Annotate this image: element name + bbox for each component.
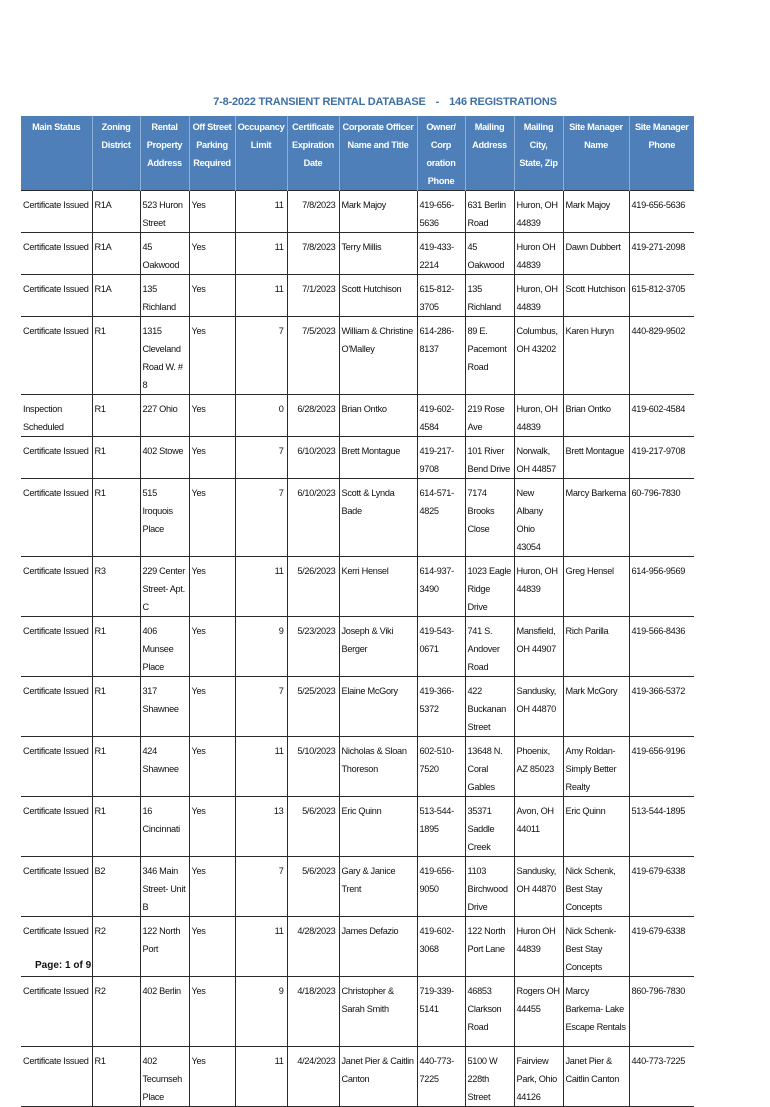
table-row [21,737,694,797]
cell-certificate-expiration-date: 5/25/2023 [287,677,339,737]
cell-occupancy-limit: 11 [235,191,287,233]
cell-off-street-parking: Yes [189,275,235,317]
cell-main-status: Certificate Issued [21,977,92,1047]
cell-site-manager-phone: 419-679-6338 [629,917,694,977]
cell-off-street-parking: Yes [189,737,235,797]
cell-main-status: Certificate Issued [21,557,92,617]
cell-zoning-district: R1 [92,737,140,797]
cell-zoning-district: R1A [92,233,140,275]
column-header-rental-property-address [140,116,189,191]
cell-mailing-address: 1023 Eagle Ridge Drive [465,557,514,617]
cell-main-status: Certificate Issued [21,857,92,917]
cell-site-manager-name: Nick Schenk, Best Stay Concepts [563,857,629,917]
cell-rental-property-address: 1315 Cleveland Road W. # 8 [140,317,189,395]
column-header-mailing-city-state-zip [514,116,563,191]
cell-main-status: Certificate Issued [21,233,92,275]
table-row [21,797,694,857]
cell-main-status: Certificate Issued [21,191,92,233]
cell-owner-phone: 513-544-1895 [417,797,465,857]
cell-off-street-parking: Yes [189,1047,235,1107]
cell-zoning-district: R1 [92,395,140,437]
cell-off-street-parking: Yes [189,977,235,1047]
page-title [0,96,770,108]
cell-owner-phone: 419-602-3068 [417,917,465,977]
column-header-off-street-parking [189,116,235,191]
cell-zoning-district: R1 [92,317,140,395]
cell-site-manager-phone: 440-829-9502 [629,317,694,395]
title-right: 146 REGISTRATIONS [449,96,557,108]
column-header-line: Mailing City, [523,122,554,150]
cell-certificate-expiration-date: 6/10/2023 [287,479,339,557]
cell-rental-property-address: 122 North Port [140,917,189,977]
column-header-line: Expiration [292,140,334,150]
cell-site-manager-name: Janet Pier & Caitlin Canton [563,1047,629,1107]
column-header-line: Parking [196,140,228,150]
cell-site-manager-name: Greg Hensel [563,557,629,617]
cell-zoning-district: R2 [92,917,140,977]
cell-main-status: Certificate Issued [21,917,92,977]
table-row [21,977,694,1047]
cell-site-manager-name: Marcy Barkema- Lake Escape Rentals [563,977,629,1047]
cell-owner-phone: 419-433-2214 [417,233,465,275]
cell-certificate-expiration-date: 5/6/2023 [287,797,339,857]
cell-occupancy-limit: 13 [235,797,287,857]
cell-corporate-officer: James Defazio [339,917,417,977]
cell-off-street-parking: Yes [189,437,235,479]
cell-site-manager-name: Scott Hutchison [563,275,629,317]
cell-occupancy-limit: 11 [235,917,287,977]
cell-site-manager-name: Mark Majoy [563,191,629,233]
cell-mailing-address: 101 River Bend Drive [465,437,514,479]
table-body [21,191,694,1107]
column-header-line: Date [303,158,323,168]
cell-owner-phone: 419-656-5636 [417,191,465,233]
table-row [21,617,694,677]
cell-owner-phone: 419-656-9050 [417,857,465,917]
cell-mailing-city-state-zip: New Albany Ohio 43054 [514,479,563,557]
column-header-line: Required [193,158,231,168]
table-header-row [21,116,694,191]
cell-main-status: Certificate Issued [21,617,92,677]
column-header-line: Site Manager [634,122,689,132]
cell-mailing-city-state-zip: Sandusky, OH 44870 [514,677,563,737]
cell-rental-property-address: 229 Center Street- Apt. C [140,557,189,617]
cell-rental-property-address: 406 Munsee Place [140,617,189,677]
column-header-line: Name [584,140,608,150]
cell-mailing-city-state-zip: Huron, OH 44839 [514,557,563,617]
page-footer: Page: 1 of 9 [35,960,92,971]
cell-occupancy-limit: 11 [235,275,287,317]
column-header-corporate-officer [339,116,417,191]
cell-certificate-expiration-date: 4/24/2023 [287,1047,339,1107]
cell-occupancy-limit: 7 [235,857,287,917]
cell-mailing-city-state-zip: Phoenix, AZ 85023 [514,737,563,797]
cell-site-manager-name: Mark McGory [563,677,629,737]
cell-off-street-parking: Yes [189,857,235,917]
column-header-line: Phone [648,140,676,150]
table-row [21,233,694,275]
cell-site-manager-phone: 419-656-9196 [629,737,694,797]
cell-corporate-officer: Brian Ontko [339,395,417,437]
column-header-zoning-district [92,116,140,191]
rental-table [21,116,694,1107]
cell-site-manager-phone: 860-796-7830 [629,977,694,1047]
cell-mailing-address: 45 Oakwood [465,233,514,275]
cell-certificate-expiration-date: 5/23/2023 [287,617,339,677]
column-header-certificate-expiration-date [287,116,339,191]
cell-rental-property-address: 317 Shawnee [140,677,189,737]
cell-off-street-parking: Yes [189,797,235,857]
cell-mailing-address: 741 S. Andover Road [465,617,514,677]
cell-rental-property-address: 402 Berlin [140,977,189,1047]
column-header-line: District [101,140,131,150]
table-row [21,275,694,317]
column-header-mailing-address [465,116,514,191]
cell-main-status: Certificate Issued [21,317,92,395]
cell-owner-phone: 419-217-9708 [417,437,465,479]
cell-corporate-officer: Kerri Hensel [339,557,417,617]
cell-zoning-district: R1 [92,479,140,557]
cell-zoning-district: R1 [92,437,140,479]
cell-zoning-district: R2 [92,977,140,1047]
cell-main-status: Inspection Scheduled [21,395,92,437]
cell-mailing-city-state-zip: Avon, OH 44011 [514,797,563,857]
cell-mailing-address: 422 Buckanan Street [465,677,514,737]
cell-occupancy-limit: 7 [235,317,287,395]
cell-occupancy-limit: 7 [235,479,287,557]
title-left: 7-8-2022 TRANSIENT RENTAL DATABASE [213,96,426,108]
column-header-line: Address [472,140,507,150]
cell-corporate-officer: Mark Majoy [339,191,417,233]
cell-certificate-expiration-date: 6/10/2023 [287,437,339,479]
cell-rental-property-address: 515 Iroquois Place [140,479,189,557]
cell-certificate-expiration-date: 5/6/2023 [287,857,339,917]
cell-corporate-officer: Scott Hutchison [339,275,417,317]
cell-main-status: Certificate Issued [21,479,92,557]
cell-site-manager-name: Dawn Dubbert [563,233,629,275]
column-header-line: Main Status [32,122,81,132]
cell-site-manager-name: Amy Roldan- Simply Better Realty [563,737,629,797]
cell-mailing-address: 5100 W 228th Street [465,1047,514,1107]
cell-certificate-expiration-date: 4/28/2023 [287,917,339,977]
column-header-line: Certificate [292,122,334,132]
cell-mailing-city-state-zip: Sandusky, OH 44870 [514,857,563,917]
cell-owner-phone: 614-571-4825 [417,479,465,557]
cell-off-street-parking: Yes [189,191,235,233]
cell-site-manager-phone: 419-271-2098 [629,233,694,275]
column-header-line: Corporate Officer [342,122,414,132]
cell-occupancy-limit: 11 [235,557,287,617]
cell-certificate-expiration-date: 4/18/2023 [287,977,339,1047]
cell-off-street-parking: Yes [189,479,235,557]
cell-site-manager-name: Karen Huryn [563,317,629,395]
cell-site-manager-phone: 419-217-9708 [629,437,694,479]
cell-rental-property-address: 45 Oakwood [140,233,189,275]
cell-off-street-parking: Yes [189,917,235,977]
cell-zoning-district: R3 [92,557,140,617]
cell-mailing-address: 89 E. Pacemont Road [465,317,514,395]
cell-mailing-address: 7174 Brooks Close [465,479,514,557]
cell-mailing-address: 1103 Birchwood Drive [465,857,514,917]
cell-occupancy-limit: 9 [235,617,287,677]
cell-corporate-officer: Christopher & Sarah Smith [339,977,417,1047]
cell-mailing-city-state-zip: Huron, OH 44839 [514,191,563,233]
cell-zoning-district: B2 [92,857,140,917]
table-row [21,1047,694,1107]
cell-occupancy-limit: 11 [235,737,287,797]
column-header-line: Property [146,140,183,150]
cell-mailing-address: 631 Berlin Road [465,191,514,233]
cell-certificate-expiration-date: 6/28/2023 [287,395,339,437]
table-row [21,479,694,557]
cell-mailing-city-state-zip: Rogers OH 44455 [514,977,563,1047]
cell-mailing-city-state-zip: Mansfield, OH 44907 [514,617,563,677]
cell-site-manager-name: Eric Quinn [563,797,629,857]
cell-occupancy-limit: 7 [235,437,287,479]
column-header-owner-phone [417,116,465,191]
column-header-line: oration [426,158,456,168]
table-row [21,677,694,737]
cell-site-manager-phone: 419-679-6338 [629,857,694,917]
cell-corporate-officer: Elaine McGory [339,677,417,737]
cell-rental-property-address: 135 Richland [140,275,189,317]
cell-mailing-address: 135 Richland [465,275,514,317]
cell-mailing-city-state-zip: Columbus, OH 43202 [514,317,563,395]
cell-rental-property-address: 523 Huron Street [140,191,189,233]
cell-main-status: Certificate Issued [21,737,92,797]
cell-mailing-address: 35371 Saddle Creek [465,797,514,857]
cell-rental-property-address: 402 Stowe [140,437,189,479]
column-header-line: Site Manager [569,122,623,132]
column-header-occupancy-limit [235,116,287,191]
cell-corporate-officer: Joseph & Viki Berger [339,617,417,677]
table-row [21,317,694,395]
cell-main-status: Certificate Issued [21,677,92,737]
column-header-line: Rental [151,122,178,132]
cell-occupancy-limit: 9 [235,977,287,1047]
cell-site-manager-name: Marcy Barkema [563,479,629,557]
cell-certificate-expiration-date: 5/10/2023 [287,737,339,797]
cell-rental-property-address: 402 Tecumseh Place [140,1047,189,1107]
cell-mailing-address: 46853 Clarkson Road [465,977,514,1047]
cell-main-status: Certificate Issued [21,275,92,317]
cell-corporate-officer: Nicholas & Sloan Thoreson [339,737,417,797]
column-header-line: Occupancy [237,122,285,132]
title-separator: - [435,96,440,108]
column-header-site-manager-name [563,116,629,191]
cell-site-manager-phone: 440-773-7225 [629,1047,694,1107]
column-header-line: Name and Title [347,140,409,150]
cell-zoning-district: R1A [92,275,140,317]
column-header-line: Mailing [474,122,505,132]
cell-zoning-district: R1A [92,191,140,233]
cell-corporate-officer: Gary & Janice Trent [339,857,417,917]
cell-site-manager-phone: 419-366-5372 [629,677,694,737]
cell-owner-phone: 419-602-4584 [417,395,465,437]
column-header-line: Owner/ Corp [426,122,456,150]
cell-main-status: Certificate Issued [21,437,92,479]
cell-off-street-parking: Yes [189,233,235,275]
cell-certificate-expiration-date: 7/8/2023 [287,233,339,275]
cell-site-manager-phone: 419-656-5636 [629,191,694,233]
column-header-line: Address [147,158,182,168]
cell-owner-phone: 419-366-5372 [417,677,465,737]
cell-corporate-officer: Scott & Lynda Bade [339,479,417,557]
cell-occupancy-limit: 11 [235,233,287,275]
cell-site-manager-name: Rich Parilla [563,617,629,677]
cell-owner-phone: 602-510-7520 [417,737,465,797]
cell-site-manager-name: Nick Schenk- Best Stay Concepts [563,917,629,977]
cell-owner-phone: 614-286-8137 [417,317,465,395]
cell-mailing-address: 13648 N. Coral Gables [465,737,514,797]
cell-zoning-district: R1 [92,677,140,737]
cell-corporate-officer: William & Christine O'Malley [339,317,417,395]
cell-site-manager-phone: 614-956-9569 [629,557,694,617]
cell-zoning-district: R1 [92,1047,140,1107]
cell-main-status: Certificate Issued [21,797,92,857]
cell-off-street-parking: Yes [189,557,235,617]
cell-certificate-expiration-date: 7/5/2023 [287,317,339,395]
cell-site-manager-name: Brian Ontko [563,395,629,437]
cell-corporate-officer: Janet Pier & Caitlin Canton [339,1047,417,1107]
column-header-line: Phone [427,176,455,186]
cell-owner-phone: 614-937-3490 [417,557,465,617]
cell-certificate-expiration-date: 5/26/2023 [287,557,339,617]
cell-site-manager-phone: 419-602-4584 [629,395,694,437]
cell-zoning-district: R1 [92,617,140,677]
column-header-line: Zoning [101,122,131,132]
cell-rental-property-address: 346 Main Street- Unit B [140,857,189,917]
cell-mailing-city-state-zip: Huron, OH 44839 [514,275,563,317]
cell-site-manager-name: Brett Montague [563,437,629,479]
cell-off-street-parking: Yes [189,395,235,437]
cell-owner-phone: 440-773-7225 [417,1047,465,1107]
cell-owner-phone: 419-543-0671 [417,617,465,677]
column-header-line: State, Zip [519,158,558,168]
table-row [21,437,694,479]
table-row [21,395,694,437]
cell-rental-property-address: 16 Cincinnati [140,797,189,857]
table-row [21,857,694,917]
table-row [21,557,694,617]
cell-zoning-district: R1 [92,797,140,857]
cell-off-street-parking: Yes [189,317,235,395]
cell-occupancy-limit: 0 [235,395,287,437]
cell-corporate-officer: Eric Quinn [339,797,417,857]
cell-mailing-city-state-zip: Huron OH 44839 [514,233,563,275]
column-header-main-status [21,116,92,191]
cell-corporate-officer: Terry Millis [339,233,417,275]
cell-off-street-parking: Yes [189,677,235,737]
cell-main-status: Certificate Issued [21,1047,92,1107]
cell-mailing-address: 219 Rose Ave [465,395,514,437]
column-header-site-manager-phone [629,116,694,191]
cell-certificate-expiration-date: 7/8/2023 [287,191,339,233]
cell-rental-property-address: 227 Ohio [140,395,189,437]
cell-corporate-officer: Brett Montague [339,437,417,479]
cell-off-street-parking: Yes [189,617,235,677]
table-row [21,191,694,233]
column-header-line: Limit [250,140,272,150]
cell-mailing-city-state-zip: Norwalk, OH 44857 [514,437,563,479]
cell-occupancy-limit: 11 [235,1047,287,1107]
cell-owner-phone: 615-812-3705 [417,275,465,317]
table-row [21,917,694,977]
cell-mailing-city-state-zip: Huron OH 44839 [514,917,563,977]
cell-certificate-expiration-date: 7/1/2023 [287,275,339,317]
cell-mailing-city-state-zip: Huron, OH 44839 [514,395,563,437]
column-header-line: Off Street [192,122,232,132]
cell-site-manager-phone: 60-796-7830 [629,479,694,557]
cell-mailing-address: 122 North Port Lane [465,917,514,977]
cell-site-manager-phone: 615-812-3705 [629,275,694,317]
cell-occupancy-limit: 7 [235,677,287,737]
cell-rental-property-address: 424 Shawnee [140,737,189,797]
cell-owner-phone: 719-339-5141 [417,977,465,1047]
cell-mailing-city-state-zip: Fairview Park, Ohio 44126 [514,1047,563,1107]
cell-site-manager-phone: 513-544-1895 [629,797,694,857]
cell-site-manager-phone: 419-566-8436 [629,617,694,677]
